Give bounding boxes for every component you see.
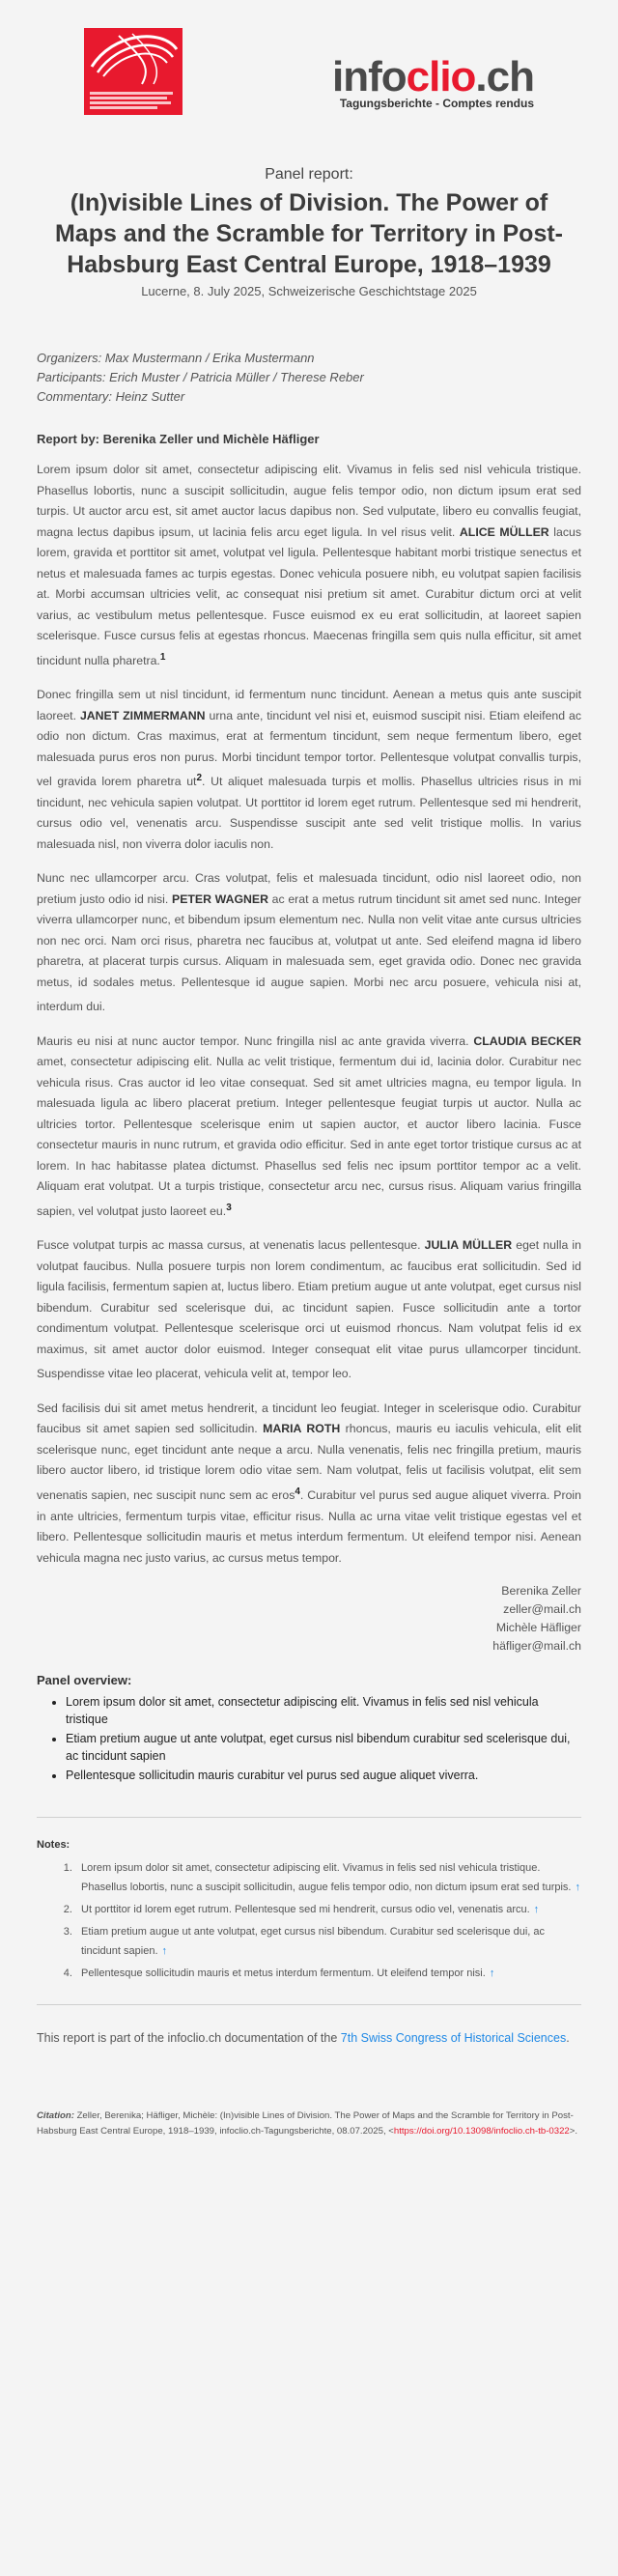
footnote-ref[interactable]: 4 bbox=[295, 1486, 300, 1497]
notes-list bbox=[37, 1858, 581, 1983]
organizers: Organizers: Max Mustermann / Erika Mustermann bbox=[37, 351, 315, 365]
congress-link[interactable]: 7th Swiss Congress of Historical Sciences bbox=[340, 2031, 567, 2046]
paragraph: Fusce volutpat turpis ac massa cursus, at venenatis lacus pellentesque. JULIA MÜLLER eget nulla in volutpat faucibus. Nulla posuere turpis non lorem condimentum, ac faucibus erat sollicitudin. Sed id ligula facilisis, fermentum sapien at, luctus libero. Etiam pretium augue ut ante volutpat, eget cursus nisl bibendum. Curabitur sed scelerisque dui, ac tincidunt sapien. Fusce sollicitudin ante a tortor condimentum volutpat. Pellentesque scelerisque orci ut euismod rhoncus. Nam volutpat felis id ex maximus, sit amet auctor dolor euismod. Integer consequat elit vitae purus ullamcorper tincidunt. Suspendisse vitae leo placerat, vehicula velit at, tempor leo. bbox=[37, 1238, 582, 1381]
report-authors: Report by: Berenika Zeller und Michèle Häfliger bbox=[37, 432, 320, 446]
paragraph: Sed facilisis dui sit amet metus hendrerit, a tincidunt leo feugiat. Integer in scelerisque odio. Curabitur faucibus sit amet sapien sed sollicitudin. MARIA ROTH rhoncus, mauris eu iaculis vehicula, elit elit scelerisque nunc, eget tincidunt ante neque a arcu. Nulla venenatis, felis nec fringilla pretium, mauris libero auctor libero, id tristique lorem odio vitae sem. Nam volutpat, felis ut facilisis volutpat, elit sem venenatis sapien, nec suscipit nunc sem ac eros$^4$. Curabitur vel purus sed augue aliquet viverra. Proin in ante ultricies, fermentum turpis vitae, efficitur risus. Nulla ac urna vitae velit tristique egestas vel et libero. Pellentesque sollicitudin mauris et metus interdum fermentum. Ut eleifend tempor nisi. Aenean vehicula magna nec justo varius, ac cursus metus tempor. bbox=[37, 1401, 581, 1565]
people-block bbox=[37, 349, 581, 407]
infoclio-brand[interactable] bbox=[331, 53, 534, 110]
overview-heading: Panel overview: bbox=[37, 1673, 132, 1688]
overview-list bbox=[37, 1693, 581, 1784]
overview-item: • Pellentesque sollicitudin mauris curabitur vel purus sed augue aliquet viverra. bbox=[66, 1767, 581, 1784]
divider bbox=[37, 2004, 581, 2005]
author-email[interactable]: zeller@mail.ch bbox=[503, 1602, 581, 1617]
author-name: Berenika Zeller bbox=[501, 1584, 581, 1599]
report-place-date: Lucerne, 8. July 2025, Schweizerische Geschichtstage 2025 bbox=[141, 284, 477, 298]
author-email[interactable]: häfliger@mail.ch bbox=[492, 1639, 581, 1654]
paragraph: Lorem ipsum dolor sit amet, consectetur adipiscing elit. Vivamus in felis sed nisl vehicula tristique. Phasellus lobortis, nunc a suscipit sollicitudin, augue felis tempor odio, non dictum ipsum erat sed turpis. Ut auctor arcu est, sit amet auctor lacus dapibus non. Sed vulputate, libero eu convallis feugiat, magna lectus dapibus ipsum, ut lacinia felis arcu eget ligula. In vel risus velit. ALICE MÜLLER lacus lorem, gravida et porttitor sit amet, volutpat vel ligula. Pellentesque habitant morbi tristique senectus et netus et malesuada fames ac turpis egestas. Donec vehicula posuere nibh, eu volutpat sapien facilisis at. Morbi accumsan ultricies velit, ac consequat nisi pretium sit amet. Curabitur dictum orci at velit varius, ac vestibulum metus pellentesque. Fusce euismod ex eu erat sollicitudin, at laoreet sapien scelerisque. Fusce cursus felis at egestas rhoncus. Maecenas fringilla sem quis nulla efficitur, sit amet tincidunt nulla pharetra.$^1$ bbox=[37, 463, 582, 667]
header bbox=[37, 0, 581, 126]
note-item: 1. Lorem ipsum dolor sit amet, consectetur adipiscing elit. Vivamus in felis sed nisl vehicula tristique. Phasellus lobortis, nunc a suscipit sollicitudin, augue felis tempor odio, non dictum ipsum erat sed turpis. ↑ bbox=[75, 1858, 581, 1897]
divider bbox=[37, 1817, 581, 1818]
logo-text-lines bbox=[90, 90, 177, 109]
congress-logo[interactable] bbox=[84, 28, 183, 115]
speaker-name: PETER WAGNER bbox=[172, 892, 268, 906]
report-kicker: Panel report: bbox=[265, 166, 353, 183]
citation: Citation: Zeller, Berenika; Häfliger, Michèle: (In)visible Lines of Division. The Power of Maps and the Scramble for Territory in Post-Habsburg East Central Europe, 1918–1939, infoclio.ch-Tagungsberichte, 08.07.2025, <https://doi.org/10.13098/infoclio.ch-tb-0322>. bbox=[37, 2110, 578, 2137]
footnote-ref[interactable]: 2 bbox=[196, 773, 203, 784]
back-to-text-icon[interactable]: ↑ bbox=[161, 1945, 167, 1958]
back-to-text-icon[interactable]: ↑ bbox=[575, 1882, 580, 1894]
citation-label: Citation: bbox=[37, 2110, 74, 2122]
report-title: (In)visible Lines of Division. The Power of Maps and the Scramble for Territory in Post-Habsburg East Central Europe, 1918–1939 bbox=[54, 189, 564, 278]
brand-wordmark: infoclio.ch bbox=[331, 53, 534, 100]
author-name: Michèle Häfliger bbox=[495, 1621, 581, 1635]
note-item: 2. Ut porttitor id lorem eget rutrum. Pellentesque sed mi hendrerit, cursus odio vel, venenatis arcu. ↑ bbox=[75, 1900, 581, 1919]
speaker-name: CLAUDIA BECKER bbox=[473, 1033, 581, 1048]
back-to-text-icon[interactable]: ↑ bbox=[533, 1904, 540, 1916]
speaker-name: ALICE MÜLLER bbox=[459, 524, 549, 539]
notes-heading: Notes: bbox=[37, 1839, 70, 1852]
title-block bbox=[37, 166, 581, 298]
speaker-name: JULIA MÜLLER bbox=[424, 1238, 513, 1253]
overview-item: • Etiam pretium augue ut ante volutpat, eget cursus nisl bibendum curabitur sed scelerisque dui, ac tincidunt sapien bbox=[66, 1730, 581, 1765]
commentary: Commentary: Heinz Sutter bbox=[37, 389, 185, 404]
footnote-ref[interactable]: 1 bbox=[159, 651, 166, 663]
back-to-text-icon[interactable]: ↑ bbox=[489, 1967, 495, 1980]
speaker-name: JANET ZIMMERMANN bbox=[79, 708, 206, 722]
speaker-name: MARIA ROTH bbox=[263, 1422, 341, 1436]
note-item: 3. Etiam pretium augue ut ante volutpat, eget cursus nisl bibendum. Curabitur sed scelerisque dui, ac tincidunt sapien. ↑ bbox=[75, 1922, 581, 1961]
paragraph: Nunc nec ullamcorper arcu. Cras volutpat, felis et malesuada tincidunt, odio nisl laoreet odio, non pretium justo odio id nisi. PETER WAGNER ac erat a metus rutrum tincidunt sit amet sed nunc. Integer viverra ullamcorper nunc, et bibendum ipsum elementum nec. Nulla non velit vitae ante cursus ultricies non nec orci. Nam orci risus, pharetra nec faucibus at, volutpat ut ante. Sed eleifend magna id libero pharetra, at placerat turpis cursus. Aliquam in malesuada sem, eget gravida odio. Donec nec gravida metus, id sodales metus. Pellentesque id augue sapien. Morbi nec arcu posuere, vehicula nisi at, interdum dui. bbox=[37, 871, 581, 1014]
footnote-ref[interactable]: 3 bbox=[226, 1202, 232, 1213]
brand-tagline: Tagungsberichte - Comptes rendus bbox=[339, 97, 534, 110]
doi-link[interactable]: https://doi.org/10.13098/infoclio.ch-tb-0322 bbox=[393, 2126, 570, 2137]
participants: Participants: Erich Muster / Patricia Müller / Therese Reber bbox=[37, 370, 364, 384]
signature-block bbox=[37, 1582, 581, 1656]
overview-item: • Lorem ipsum dolor sit amet, consectetur adipiscing elit. Vivamus in felis sed nisl vehicula tristique bbox=[66, 1693, 581, 1728]
note-item: 4. Pellentesque sollicitudin mauris et metus interdum fermentum. Ut eleifend tempor nisi. ↑ bbox=[75, 1964, 581, 1983]
paragraph: Donec fringilla sem ut nisl tincidunt, id fermentum nunc tincidunt. Aenean a metus quis ante suscipit laoreet. JANET ZIMMERMANN urna ante, tincidunt vel nisi et, euismod suscipit nisi. Etiam eleifend ac odio non dictum. Cras maximus, erat at fermentum tincidunt, sem neque fermentum libero, eget malesuada purus eros non purus. Morbi tincidunt tempor tortor. Pellentesque volutpat convallis turpis, vel gravida lorem pharetra $ut^2$. Ut aliquet malesuada turpis et mollis. Phasellus ultricies risus in mi tincidunt, nec vehicula sapien volutpat. Ut porttitor id lorem eget rutrum. Pellentesque sed mi hendrerit, cursus odio vel, venenatis arcu. Suspendisse suscipit ante sed velit tristique mollis. In varius malesuada nisl, non viverra dolor iaculis non. bbox=[37, 688, 581, 851]
paragraph: Mauris eu nisi at nunc auctor tempor. Nunc fringilla nisl ac ante gravida viverra. CLAUDIA BECKER amet, consectetur adipiscing elit. Nulla ac velit tristique, fermentum dui id, lacinia dolor. Curabitur nec vehicula risus. Cras auctor id leo vitae consequat. Sed sit amet ultricies magna, eu tempor ligula. In malesuada ligula ac libero placerat pretium. Integer pellentesque feugiat turpis ut auctor. Nulla ac ultricies tortor. Pellentesque scelerisque enim ut sapien auctor, et auctor libero lacinia. Fusce consectetur mauris in nunc rutrum, et gravida odio efficitur. Sed in ante eget tortor tristique cursus ac at lorem. In hac habitasse platea dictumst. Phasellus sed felis nec ipsum porttitor tempor ac a velit. Aliquam erat volutpat. Ut a turpis tristique, consectetur arcu nec, cursus risus. Aliquam varius fringilla sapien, vel volutpat justo laoreet eu.$^3$ bbox=[37, 1033, 581, 1218]
documentation-note: This report is part of the infoclio.ch documentation of the 7th Swiss Congress of Historical Sciences. bbox=[37, 2031, 570, 2046]
report-body bbox=[37, 460, 581, 1569]
